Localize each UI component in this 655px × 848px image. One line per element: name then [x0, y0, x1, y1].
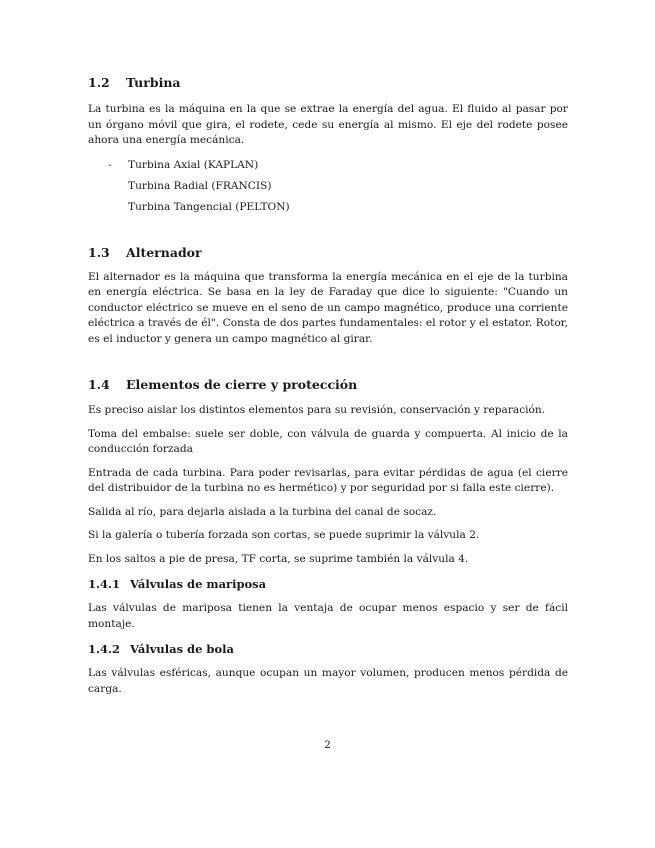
section-heading-cierre [88, 377, 568, 393]
turbine-types-list [88, 155, 568, 218]
list-item [88, 197, 568, 218]
page-number: 2 [324, 739, 331, 751]
section-number: 1.4 [88, 377, 110, 392]
section-number: 1.3 [88, 244, 110, 260]
subsection-heading-bola [88, 642, 568, 657]
section-title: Turbina [126, 75, 181, 90]
section-title: Alternador [126, 244, 202, 260]
list-marker: - [108, 158, 112, 171]
list-item [88, 176, 568, 197]
paragraph-galeria: Si la galería o tubería forzada son cortas, se puede suprimir la válvula 2. [88, 529, 480, 541]
list-item-text: Turbina Tangencial (PELTON) [128, 200, 290, 213]
paragraph-mariposa: Las válvulas de mariposa tienen la ventaja de ocupar menos espacio y ser de fácil montaje. [88, 602, 568, 630]
paragraph-cierre-intro: Es preciso aislar los distintos elementos para su revisión, conservación y reparación. [88, 404, 546, 416]
paragraph-entrada-turbina: Entrada de cada turbina. Para poder revisarlas, para evitar pérdidas de agua (el cierre del distribuidor de la turbina no es hermético) y por seguridad por si falla este cierre). [88, 466, 568, 494]
paragraph-alternador: El alternador es la máquina que transforma la energía mecánica en el eje de la turbina en energía eléctrica. Se basa en la ley de Faraday que dice lo siguiente: "Cuando un conductor eléctrico se mueve en el seno de un campo magnético, produce una corriente eléctrica a través de él". Consta de dos partes fundamentales: el rotor y el estator. Rotor, es el inductor y genera un campo magnético al girar. [88, 270, 568, 345]
section-heading-alternador [88, 245, 568, 261]
list-item-text: Turbina Axial (KAPLAN) [128, 158, 259, 171]
section-title: Elementos de cierre y protección [126, 377, 358, 392]
subsection-number: 1.4.1 [88, 577, 121, 591]
subsection-title: Válvulas de bola [130, 642, 234, 656]
paragraph-salida-rio: Salida al río, para dejarla aislada a la turbina del canal de socaz. [88, 505, 437, 518]
subsection-title: Válvulas de mariposa [130, 577, 267, 591]
paragraph-saltos: En los saltos a pie de presa, TF corta, se suprime también la válvula 4. [88, 552, 469, 565]
paragraph-bola: Las válvulas esféricas, aunque ocupan un mayor volumen, producen menos pérdida de carga. [88, 667, 568, 695]
paragraph-turbina: La turbina es la máquina en la que se extrae la energía del agua. El fluido al pasar por un órgano móvil que gira, el rodete, cede su energía al mismo. El eje del rodete posee ahora una energía mecánica. [88, 103, 568, 146]
section-heading-turbina [88, 75, 568, 91]
subsection-number: 1.4.2 [88, 642, 121, 656]
subsection-heading-mariposa [88, 577, 568, 592]
list-item-text: Turbina Radial (FRANCIS) [128, 179, 272, 192]
section-number: 1.2 [88, 75, 110, 90]
paragraph-toma-embalse: Toma del embalse: suele ser doble, con válvula de guarda y compuerta. Al inicio de la conducción forzada [88, 427, 568, 455]
document-page [88, 70, 568, 697]
list-item [88, 155, 568, 176]
